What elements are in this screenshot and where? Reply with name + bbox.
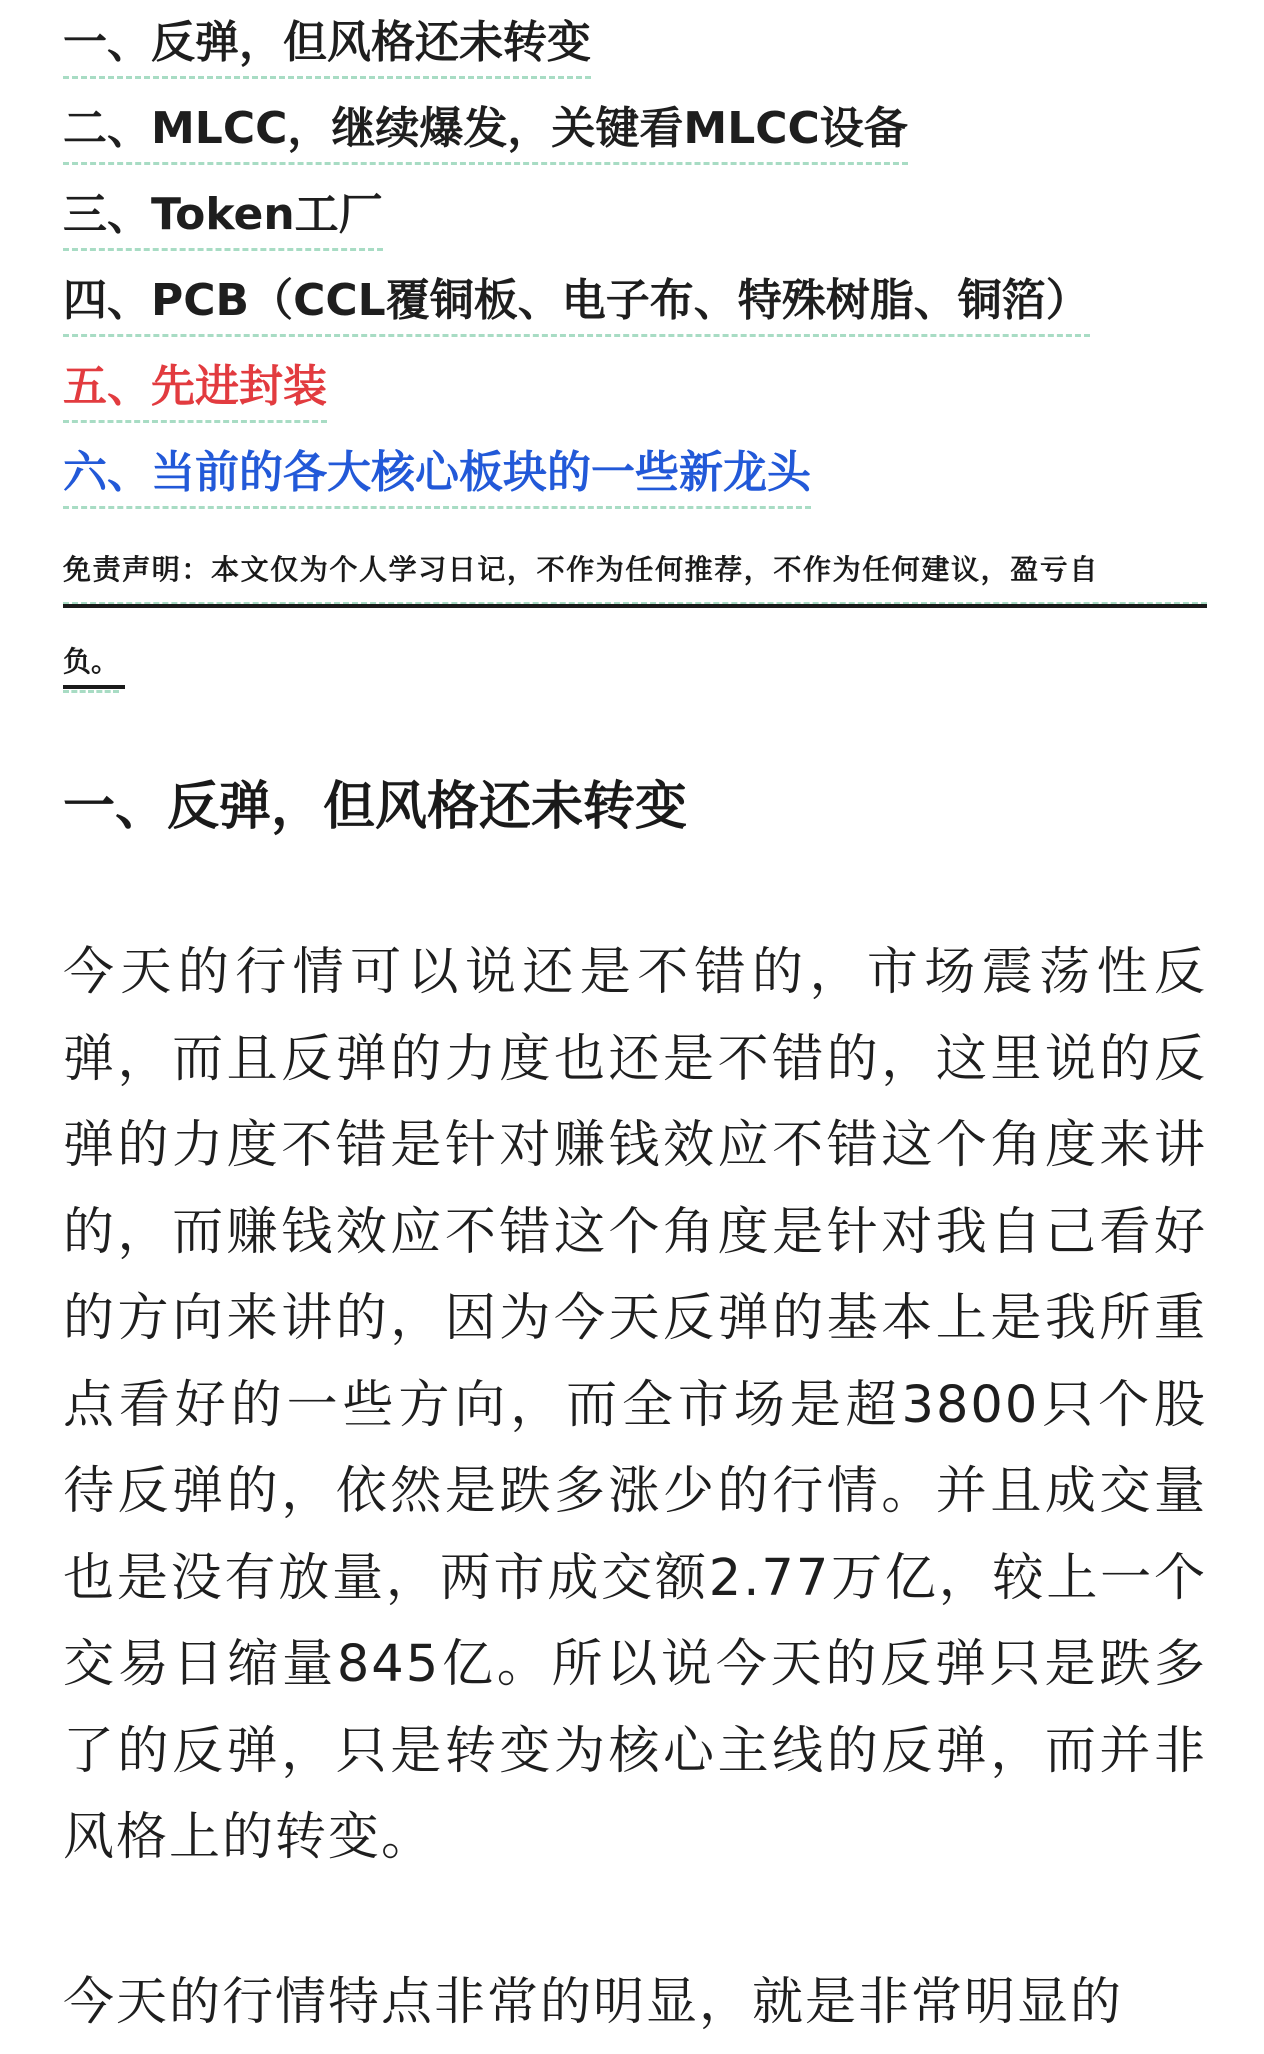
- toc-item-3: [63, 172, 1203, 258]
- toc-item-6: [63, 430, 1203, 516]
- disclaimer-rule: [63, 604, 1207, 608]
- toc-link-token-factory[interactable]: 三、Token工厂: [63, 186, 383, 251]
- toc-item-5: [63, 344, 1203, 430]
- disclaimer: [63, 542, 1207, 678]
- body-paragraph-2: 今天的行情特点非常的明显，就是非常明显的: [63, 1973, 1124, 2032]
- toc-link-advanced-packaging[interactable]: 五、先进封装: [63, 358, 327, 423]
- article: [63, 0, 1207, 2032]
- toc-link-mlcc[interactable]: 二、MLCC，继续爆发，关键看MLCC设备: [63, 100, 908, 165]
- toc-link-new-leaders[interactable]: 六、当前的各大核心板块的一些新龙头: [63, 444, 811, 509]
- toc-item-1: [63, 0, 1203, 86]
- toc-link-rebound[interactable]: 一、反弹，但风格还未转变: [63, 14, 591, 79]
- table-of-contents: [63, 0, 1203, 516]
- body-paragraph-1: 今天的行情可以说还是不错的，市场震荡性反弹，而且反弹的力度也还是不错的，这里说的反弹的力度不错是针对赚钱效应不错这个角度来讲的，而赚钱效应不错这个角度是针对我自己看好的方向来讲的，因为今天反弹的基本上是我所重点看好的一些方向，而全市场是超3800只个股待反弹的，依然是跌多涨少的行情。并且成交量也是没有放量，两市成交额2.77万亿，较上一个交易日缩量845亿。所以说今天的反弹只是跌多了的反弹，只是转变为核心主线的反弹，而并非风格上的转变。: [63, 943, 1207, 1867]
- section-title: 一、反弹，但风格还未转变: [63, 777, 688, 837]
- toc-link-pcb[interactable]: 四、PCB（CCL覆铜板、电子布、特殊树脂、铜箔）: [63, 272, 1090, 337]
- disclaimer-line-1: 免责声明：本文仅为个人学习日记，不作为任何推荐，不作为任何建议，盈亏自: [63, 542, 1207, 605]
- disclaimer-rule-short: [63, 685, 125, 689]
- disclaimer-line-2: 负。: [63, 634, 119, 693]
- toc-item-2: [63, 86, 1203, 172]
- toc-item-4: [63, 258, 1203, 344]
